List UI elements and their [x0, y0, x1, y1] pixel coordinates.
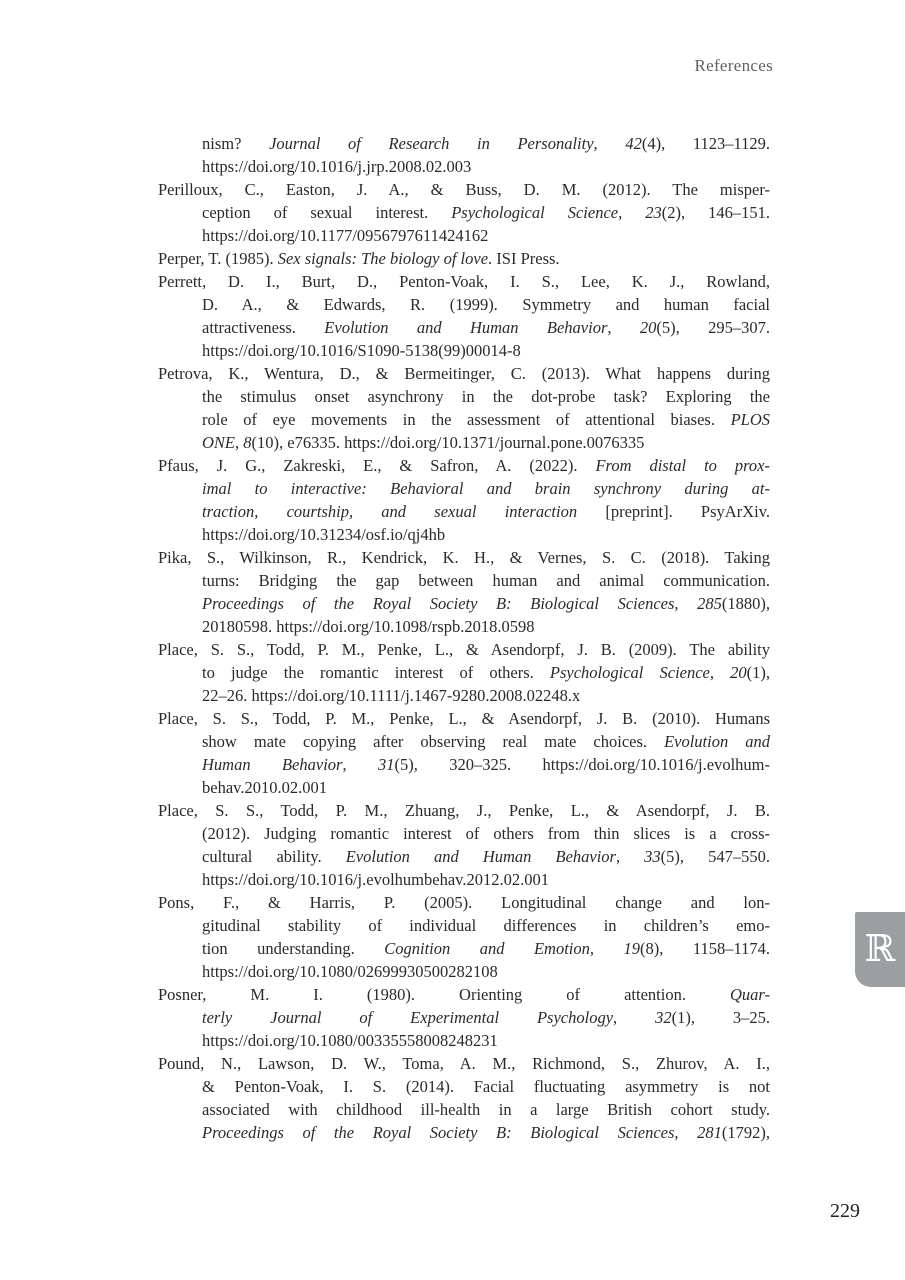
reference-line: traction, courtship, and sexual interaction [preprint]. PsyArXiv.	[202, 502, 770, 521]
reference-line: gitudinal stability of individual differences in children’s emo-	[202, 916, 770, 935]
reference-line: associated with childhood ill-health in a large British cohort study.	[202, 1100, 770, 1119]
reference-entry	[158, 178, 770, 247]
reference-entry	[158, 454, 770, 546]
reference-line: behav.2010.02.001	[202, 778, 327, 797]
reference-entry	[158, 638, 770, 707]
reference-line: Perilloux, C., Easton, J. A., & Buss, D. M. (2012). The misper-	[158, 180, 770, 199]
reference-line: role of eye movements in the assessment of attentional biases. PLOS	[202, 410, 770, 429]
reference-line: attractiveness. Evolution and Human Behavior, 20(5), 295–307.	[202, 318, 771, 337]
reference-line: Pika, S., Wilkinson, R., Kendrick, K. H., & Vernes, S. C. (2018). Taking	[158, 548, 770, 567]
reference-entry	[158, 362, 770, 454]
reference-line: cultural ability. Evolution and Human Behavior, 33(5), 547–550.	[202, 847, 770, 866]
chapter-thumb-tab	[855, 912, 905, 987]
reference-line: (2012). Judging romantic interest of others from thin slices is a cross-	[202, 824, 770, 843]
reference-line: imal to interactive: Behavioral and brain synchrony during at-	[202, 479, 770, 498]
reference-entry	[158, 891, 770, 983]
chapter-letter-r: ℝ	[864, 927, 896, 970]
reference-entry	[158, 247, 770, 270]
reference-line: & Penton-Voak, I. S. (2014). Facial fluctuating asymmetry is not	[202, 1077, 770, 1096]
reference-entry	[158, 983, 770, 1052]
running-head: References	[694, 56, 773, 75]
reference-entry	[158, 270, 770, 362]
reference-line: turns: Bridging the gap between human and animal communication.	[202, 571, 770, 590]
reference-line: Human Behavior, 31(5), 320–325. https://doi.org/10.1016/j.evolhum-	[202, 755, 770, 774]
reference-entry	[158, 707, 770, 799]
reference-line: to judge the romantic interest of others. Psychological Science, 20(1),	[202, 663, 771, 682]
reference-entry	[158, 1052, 770, 1144]
reference-line: Perper, T. (1985). Sex signals: The biology of love. ISI Press.	[158, 249, 560, 268]
reference-line: Place, S. S., Todd, P. M., Penke, L., & Asendorpf, J. B. (2009). The ability	[158, 640, 770, 659]
reference-line: 20180598. https://doi.org/10.1098/rspb.2018.0598	[202, 617, 535, 636]
reference-line: Pons, F., & Harris, P. (2005). Longitudinal change and lon-	[158, 893, 770, 912]
reference-line: ONE, 8(10), e76335. https://doi.org/10.1371/journal.pone.0076335	[202, 433, 645, 452]
reference-line: ception of sexual interest. Psychological Science, 23(2), 146–151.	[202, 203, 770, 222]
reference-line: tion understanding. Cognition and Emotion, 19(8), 1158–1174.	[202, 939, 770, 958]
reference-line: https://doi.org/10.1177/0956797611424162	[202, 226, 489, 245]
reference-entry	[158, 546, 770, 638]
reference-line: the stimulus onset asynchrony in the dot-probe task? Exploring the	[202, 387, 770, 406]
references-list	[158, 132, 770, 1144]
reference-line: https://doi.org/10.1016/S1090-5138(99)00014-8	[202, 341, 521, 360]
reference-line: Petrova, K., Wentura, D., & Bermeitinger, C. (2013). What happens during	[158, 364, 770, 383]
reference-line: Proceedings of the Royal Society B: Biological Sciences, 285(1880),	[202, 594, 771, 613]
reference-line: Place, S. S., Todd, P. M., Zhuang, J., Penke, L., & Asendorpf, J. B.	[158, 801, 770, 820]
reference-line: Pound, N., Lawson, D. W., Toma, A. M., Richmond, S., Zhurov, A. I.,	[158, 1054, 770, 1073]
reference-line: D. A., & Edwards, R. (1999). Symmetry and human facial	[202, 295, 770, 314]
reference-line: show mate copying after observing real mate choices. Evolution and	[202, 732, 771, 751]
reference-line: https://doi.org/10.31234/osf.io/qj4hb	[202, 525, 446, 544]
reference-line: Proceedings of the Royal Society B: Biological Sciences, 281(1792),	[202, 1123, 771, 1142]
reference-line: https://doi.org/10.1016/j.jrp.2008.02.003	[202, 157, 472, 176]
reference-line: terly Journal of Experimental Psychology, 32(1), 3–25.	[202, 1008, 770, 1027]
reference-entry	[158, 799, 770, 891]
reference-entry	[158, 132, 770, 178]
page-number: 229	[830, 1200, 860, 1222]
reference-line: https://doi.org/10.1016/j.evolhumbehav.2012.02.001	[202, 870, 549, 889]
reference-line: https://doi.org/10.1080/02699930500282108	[202, 962, 498, 981]
reference-line: Place, S. S., Todd, P. M., Penke, L., & Asendorpf, J. B. (2010). Humans	[158, 709, 770, 728]
reference-line: 22–26. https://doi.org/10.1111/j.1467-9280.2008.02248.x	[202, 686, 581, 705]
reference-line: Perrett, D. I., Burt, D., Penton-Voak, I. S., Lee, K. J., Rowland,	[158, 272, 770, 291]
reference-line: Posner, M. I. (1980). Orienting of attention. Quar-	[158, 985, 770, 1004]
reference-line: nism? Journal of Research in Personality, 42(4), 1123–1129.	[202, 134, 770, 153]
reference-line: https://doi.org/10.1080/00335558008248231	[202, 1031, 498, 1050]
reference-line: Pfaus, J. G., Zakreski, E., & Safron, A. (2022). From distal to prox-	[158, 456, 770, 475]
